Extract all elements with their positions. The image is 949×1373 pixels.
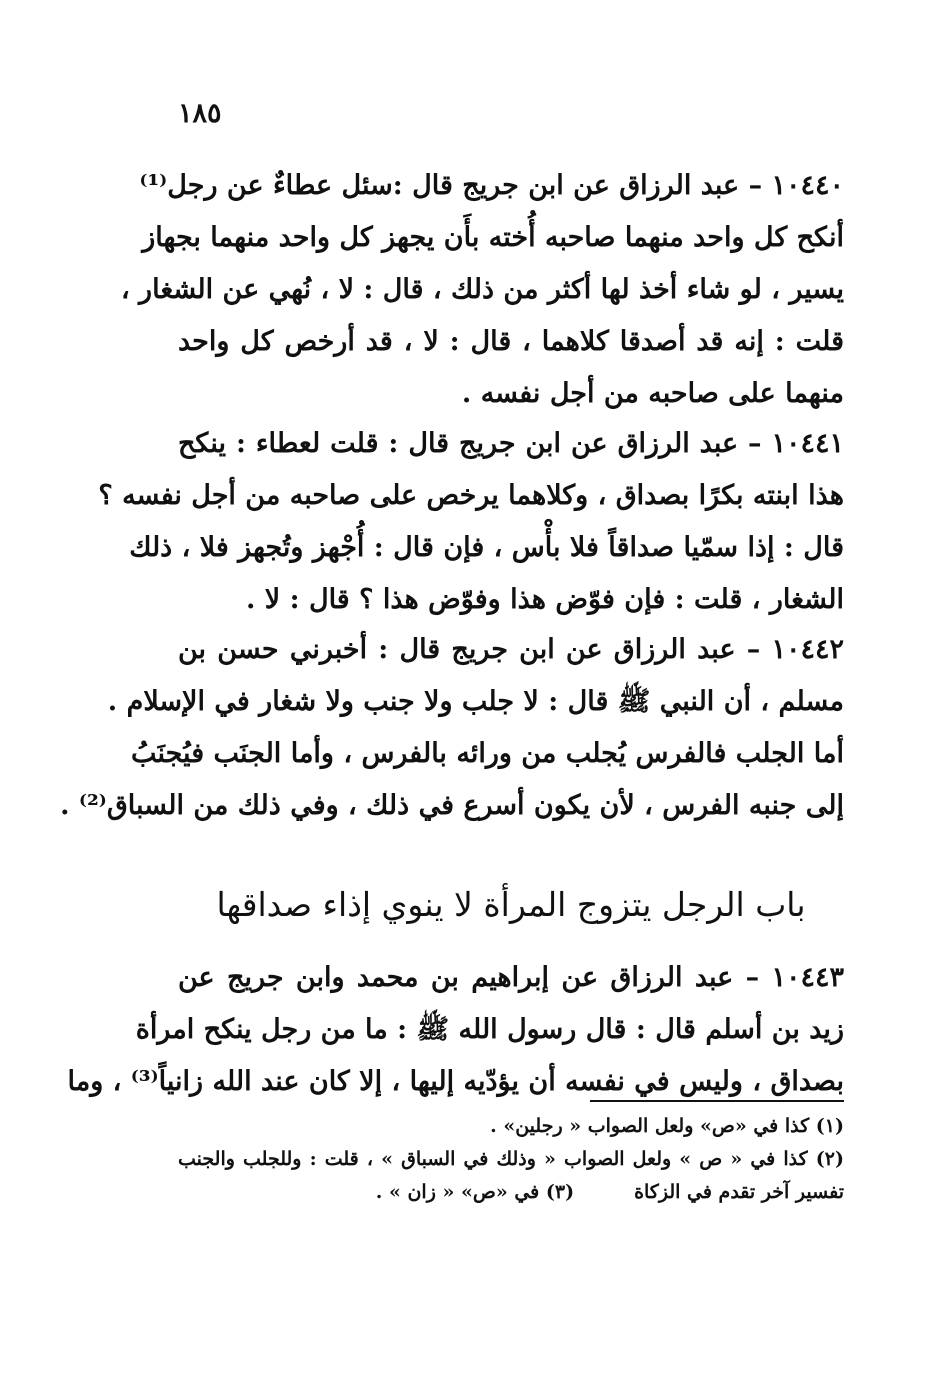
footnote-2: (٢) كذا في « ص » ولعل الصواب « وذلك في السباق » ، قلت : وللجلب والجنب (178, 1148, 844, 1170)
text-line: أنكح كل واحد منهما صاحبه أُخته بأَن يجهز كل واحد منهما بجهاز (142, 222, 844, 253)
hadith-paragraph-10443 (67, 952, 844, 1108)
text-line: قلت : إنه قد أصدقا كلاهما ، قال : لا ، قد أرخص كل واحد (178, 326, 844, 357)
text-line: هذا ابنته بكرًا بصداق ، وكلاهما يرخص على صاحبه من أجل نفسه ؟ (98, 480, 844, 511)
page-number: ١٨٥ (178, 98, 222, 129)
text-line: مسلم ، أن النبي ﷺ قال : لا جلب ولا جنب ولا شغار في الإسلام . (107, 686, 844, 717)
text-line: ١٠٤٤١ – عبد الرزاق عن ابن جريج قال : قلت لعطاء : ينكح (178, 428, 844, 459)
text-line: بصداق ، وليس في نفسه أن يؤدّيه إليها ، إلا كان عند الله زانياً⁽³⁾ ، وما (67, 1066, 844, 1097)
footnote-line-3 (178, 1176, 844, 1209)
text-line: ١٠٤٤٣ – عبد الرزاق عن إبراهيم بن محمد وابن جريج عن (178, 962, 844, 993)
text-line: الشغار ، قلت : فإن فوّض هذا وفوّض هذا ؟ قال : لا . (245, 584, 844, 615)
hadith-paragraph-10441 (98, 418, 844, 626)
text-line: منهما على صاحبه من أجل نفسه . (461, 378, 844, 409)
footnotes (178, 1110, 844, 1209)
text-line: إلى جنبه الفرس ، لأن يكون أسرع في ذلك ، وفي ذلك من السباق⁽²⁾ . (60, 790, 844, 821)
footnote-3: (٣) في «ص» « زان » . (375, 1181, 575, 1203)
text-line: يسير ، لو شاء أخذ لها أكثر من ذلك ، قال : لا ، نُهي عن الشغار ، (120, 274, 844, 305)
footnote-1: (١) كذا في «ص» ولعل الصواب « رجلين» . (490, 1115, 844, 1137)
footnote-2-continuation: تفسير آخر تقدم في الزكاة (634, 1181, 844, 1203)
text-line: قال : إذا سمّيا صداقاً فلا بأْس ، فإن قال : أُجْهز وتُجهز فلا ، ذلك (129, 532, 844, 563)
hadith-paragraph-10440 (120, 160, 844, 420)
text-line: أما الجلب فالفرس يُجلب من ورائه بالفرس ، وأما الجنَب فيُجنَبُ (130, 738, 844, 769)
text-line: ١٠٤٤٢ – عبد الرزاق عن ابن جريج قال : أخبرني حسن بن (178, 634, 844, 665)
text-line: زيد بن أسلم قال : قال رسول الله ﷺ : ما من رجل ينكح امرأة (135, 1014, 844, 1045)
footnote-divider (590, 1100, 844, 1102)
text-line: ١٠٤٤٠ – عبد الرزاق عن ابن جريج قال :سئل عطاءٌ عن رجل⁽¹⁾ (139, 170, 844, 201)
hadith-paragraph-10442 (60, 624, 844, 832)
section-heading: باب الرجل يتزوج المرأة لا ينوي إذاء صداقها (216, 885, 806, 924)
